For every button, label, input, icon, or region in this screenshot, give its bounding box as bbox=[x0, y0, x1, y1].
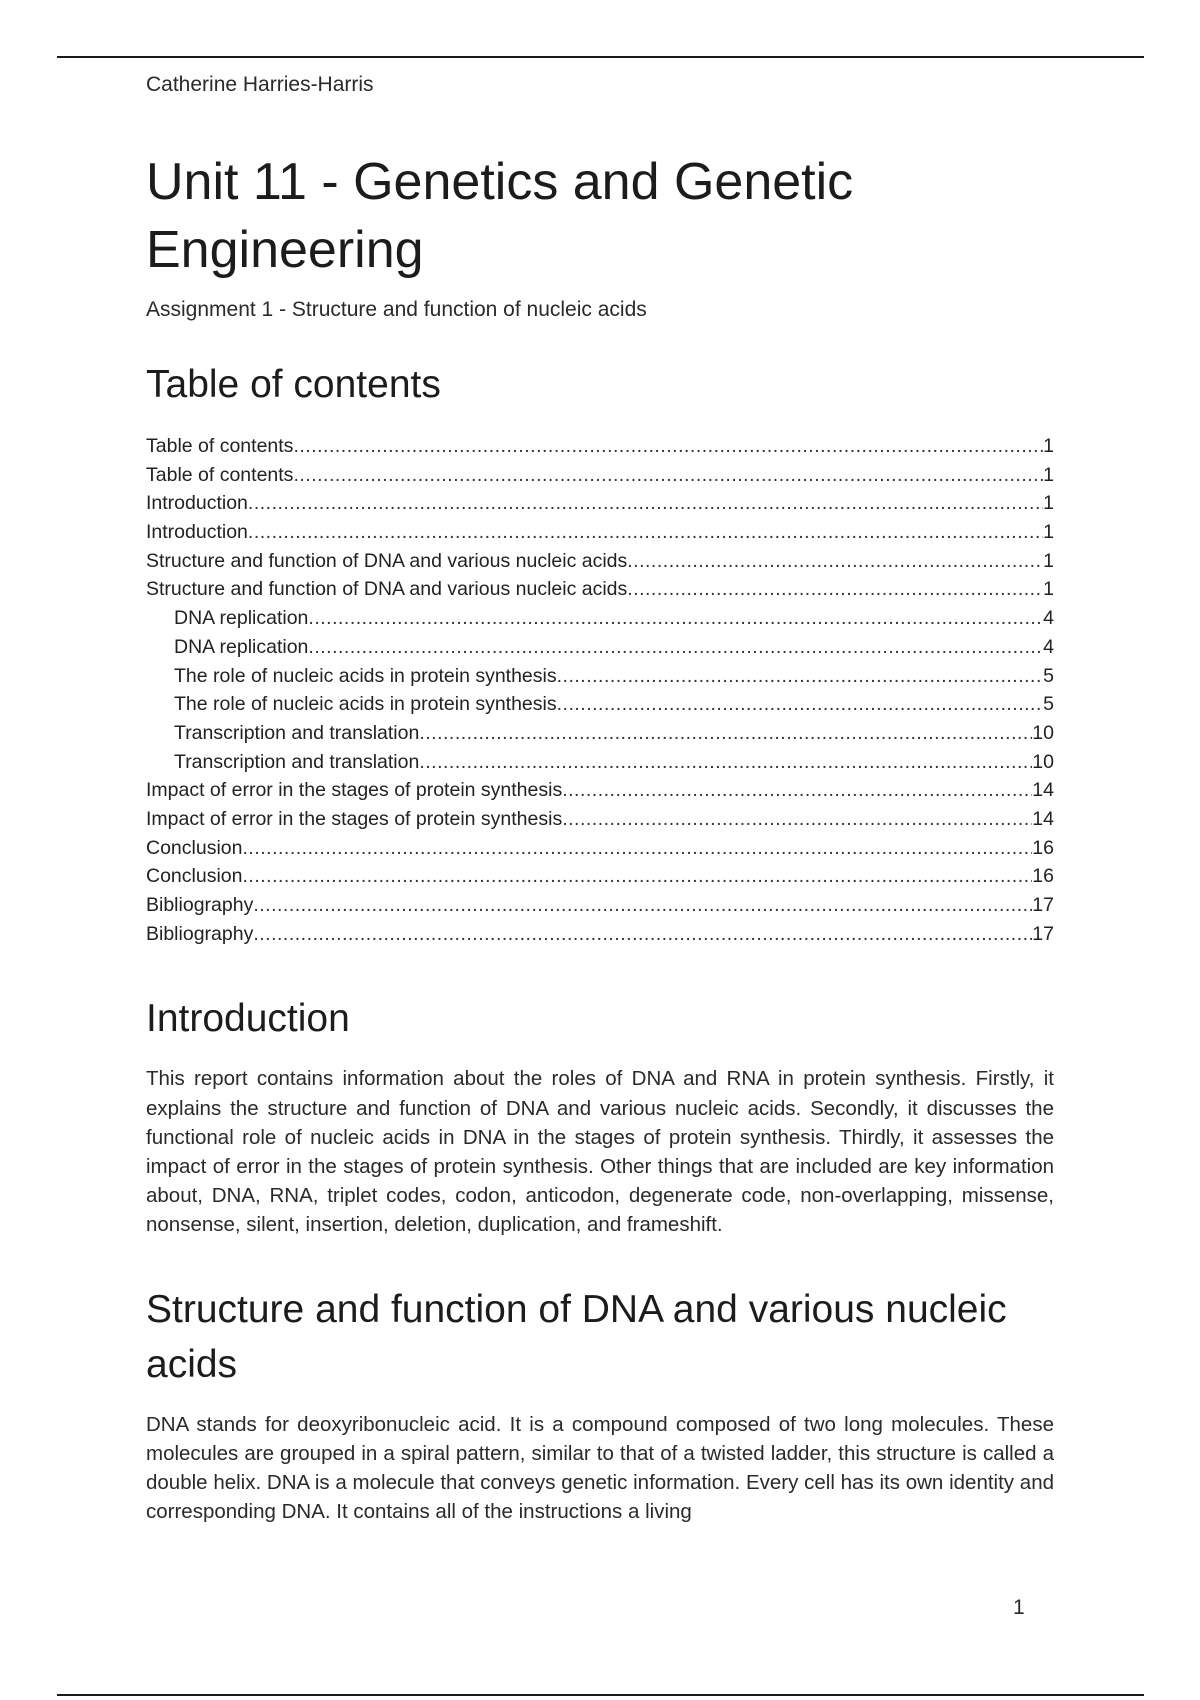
toc-dot-leader bbox=[248, 518, 1043, 547]
toc-dot-leader bbox=[562, 776, 1032, 805]
toc-entry[interactable] bbox=[146, 805, 1054, 834]
page-content bbox=[146, 70, 1054, 1526]
toc-entry[interactable] bbox=[146, 748, 1054, 777]
toc-entry-page: 17 bbox=[1032, 894, 1054, 916]
toc-entry-page: 1 bbox=[1043, 578, 1054, 601]
toc-entry-page: 4 bbox=[1043, 635, 1054, 658]
toc-entry-page: 5 bbox=[1043, 693, 1054, 716]
toc-entry-page: 1 bbox=[1043, 521, 1054, 544]
toc-dot-leader bbox=[627, 575, 1043, 604]
toc-dot-leader bbox=[562, 805, 1032, 834]
toc-dot-leader bbox=[242, 834, 1032, 863]
toc-entry-label: Conclusion bbox=[146, 836, 243, 859]
toc-entry-page: 1 bbox=[1043, 492, 1054, 515]
toc-entry-label: Table of contents bbox=[146, 435, 294, 457]
toc-entry-page: 4 bbox=[1043, 607, 1054, 630]
structure-section-heading: Structure and function of DNA and various nucleic acids bbox=[146, 1287, 1007, 1386]
toc-entry[interactable] bbox=[146, 776, 1054, 805]
toc-dot-leader bbox=[293, 432, 1043, 461]
toc-entry[interactable] bbox=[146, 432, 1054, 461]
toc-dot-leader bbox=[308, 633, 1043, 662]
toc-entry[interactable] bbox=[146, 489, 1054, 518]
toc-entry-page: 14 bbox=[1032, 779, 1054, 802]
author-name: Catherine Harries-Harris bbox=[146, 73, 374, 96]
toc-heading: Table of contents bbox=[146, 363, 441, 406]
toc-dot-leader bbox=[248, 489, 1043, 518]
toc-entry[interactable] bbox=[146, 834, 1054, 863]
toc-entry-page: 14 bbox=[1032, 807, 1054, 830]
toc-entry[interactable] bbox=[146, 891, 1054, 920]
toc-dot-leader bbox=[253, 891, 1032, 920]
toc-entry[interactable] bbox=[146, 575, 1054, 604]
toc-entry[interactable] bbox=[146, 690, 1054, 719]
toc-entry[interactable] bbox=[146, 461, 1054, 490]
introduction-paragraph: This report contains information about the roles of DNA and RNA in protein synthesis. Firstly, it explains the structure and function of DNA and various nucleic acids. Secondly, it discusses the functional role of nucleic acids in DNA in the stages of protein synthesis. Thirdly, it assesses the impact of error in the stages of protein synthesis. Other things that are included are key information about, DNA, RNA, triplet codes, codon, anticodon, degenerate code, non-overlapping, missense, nonsense, silent, insertion, deletion, duplication, and frameshift. bbox=[146, 1067, 1054, 1237]
toc-entry-label: Introduction bbox=[146, 521, 248, 544]
toc-dot-leader bbox=[419, 719, 1032, 748]
toc-entry-page: 10 bbox=[1032, 721, 1054, 744]
toc-entry[interactable] bbox=[146, 662, 1054, 691]
toc-dot-leader bbox=[419, 748, 1032, 777]
toc-entry-page: 5 bbox=[1043, 664, 1054, 687]
document-title: Unit 11 - Genetics and Genetic Engineering bbox=[146, 153, 854, 279]
toc-entry-page: 10 bbox=[1032, 750, 1054, 773]
toc-entry[interactable] bbox=[146, 518, 1054, 547]
document-subtitle: Assignment 1 - Structure and function of nucleic acids bbox=[146, 298, 647, 321]
introduction-heading: Introduction bbox=[146, 997, 350, 1041]
bottom-rule bbox=[57, 1694, 1144, 1696]
toc-entry-page: 16 bbox=[1032, 836, 1054, 859]
toc-entry-label: DNA replication bbox=[174, 635, 309, 658]
toc-entry-label: DNA replication bbox=[174, 607, 309, 630]
toc-entry-label: Bibliography bbox=[146, 894, 254, 916]
top-rule bbox=[57, 56, 1144, 58]
toc-entry-page: 1 bbox=[1043, 549, 1054, 572]
toc-entry-label: Bibliography bbox=[146, 922, 254, 945]
toc-dot-leader bbox=[627, 547, 1043, 576]
table-of-contents bbox=[146, 432, 1054, 948]
toc-entry[interactable] bbox=[146, 719, 1054, 748]
toc-entry-label: The role of nucleic acids in protein synthesis bbox=[174, 664, 557, 687]
toc-entry-label: Table of contents bbox=[146, 463, 294, 486]
toc-entry-label: Impact of error in the stages of protein synthesis bbox=[146, 779, 563, 802]
toc-entry[interactable] bbox=[146, 862, 1054, 891]
toc-entry-label: Impact of error in the stages of protein synthesis bbox=[146, 807, 563, 830]
page-number: 1 bbox=[1013, 1596, 1025, 1619]
toc-entry[interactable] bbox=[146, 633, 1054, 662]
toc-entry[interactable] bbox=[146, 920, 1054, 949]
toc-entry-page: 17 bbox=[1032, 922, 1054, 945]
toc-entry-page: 16 bbox=[1032, 865, 1054, 888]
toc-entry-label: Structure and function of DNA and various nucleic acids bbox=[146, 549, 628, 572]
toc-entry-label: Conclusion bbox=[146, 865, 243, 888]
toc-entry[interactable] bbox=[146, 604, 1054, 633]
structure-section-paragraph: DNA stands for deoxyribonucleic acid. It is a compound composed of two long molecules. These molecules are grouped in a spiral pattern, similar to that of a twisted ladder, this structure is called a double helix. DNA is a molecule that conveys genetic information. Every cell has its own identity and corresponding DNA. It contains all of the instructions a living bbox=[146, 1412, 1054, 1524]
toc-dot-leader bbox=[308, 604, 1043, 633]
toc-entry-page: 1 bbox=[1043, 435, 1054, 457]
toc-entry-label: The role of nucleic acids in protein synthesis bbox=[174, 693, 557, 716]
toc-dot-leader bbox=[293, 461, 1043, 490]
toc-dot-leader bbox=[253, 920, 1032, 949]
toc-entry-label: Transcription and translation bbox=[174, 750, 420, 773]
toc-entry-label: Introduction bbox=[146, 492, 248, 515]
toc-entry-label: Structure and function of DNA and various nucleic acids bbox=[146, 578, 628, 601]
toc-dot-leader bbox=[557, 690, 1044, 719]
toc-entry-label: Transcription and translation bbox=[174, 721, 420, 744]
toc-dot-leader bbox=[557, 662, 1044, 691]
toc-entry[interactable] bbox=[146, 547, 1054, 576]
toc-entry-page: 1 bbox=[1043, 463, 1054, 486]
toc-dot-leader bbox=[242, 862, 1032, 891]
